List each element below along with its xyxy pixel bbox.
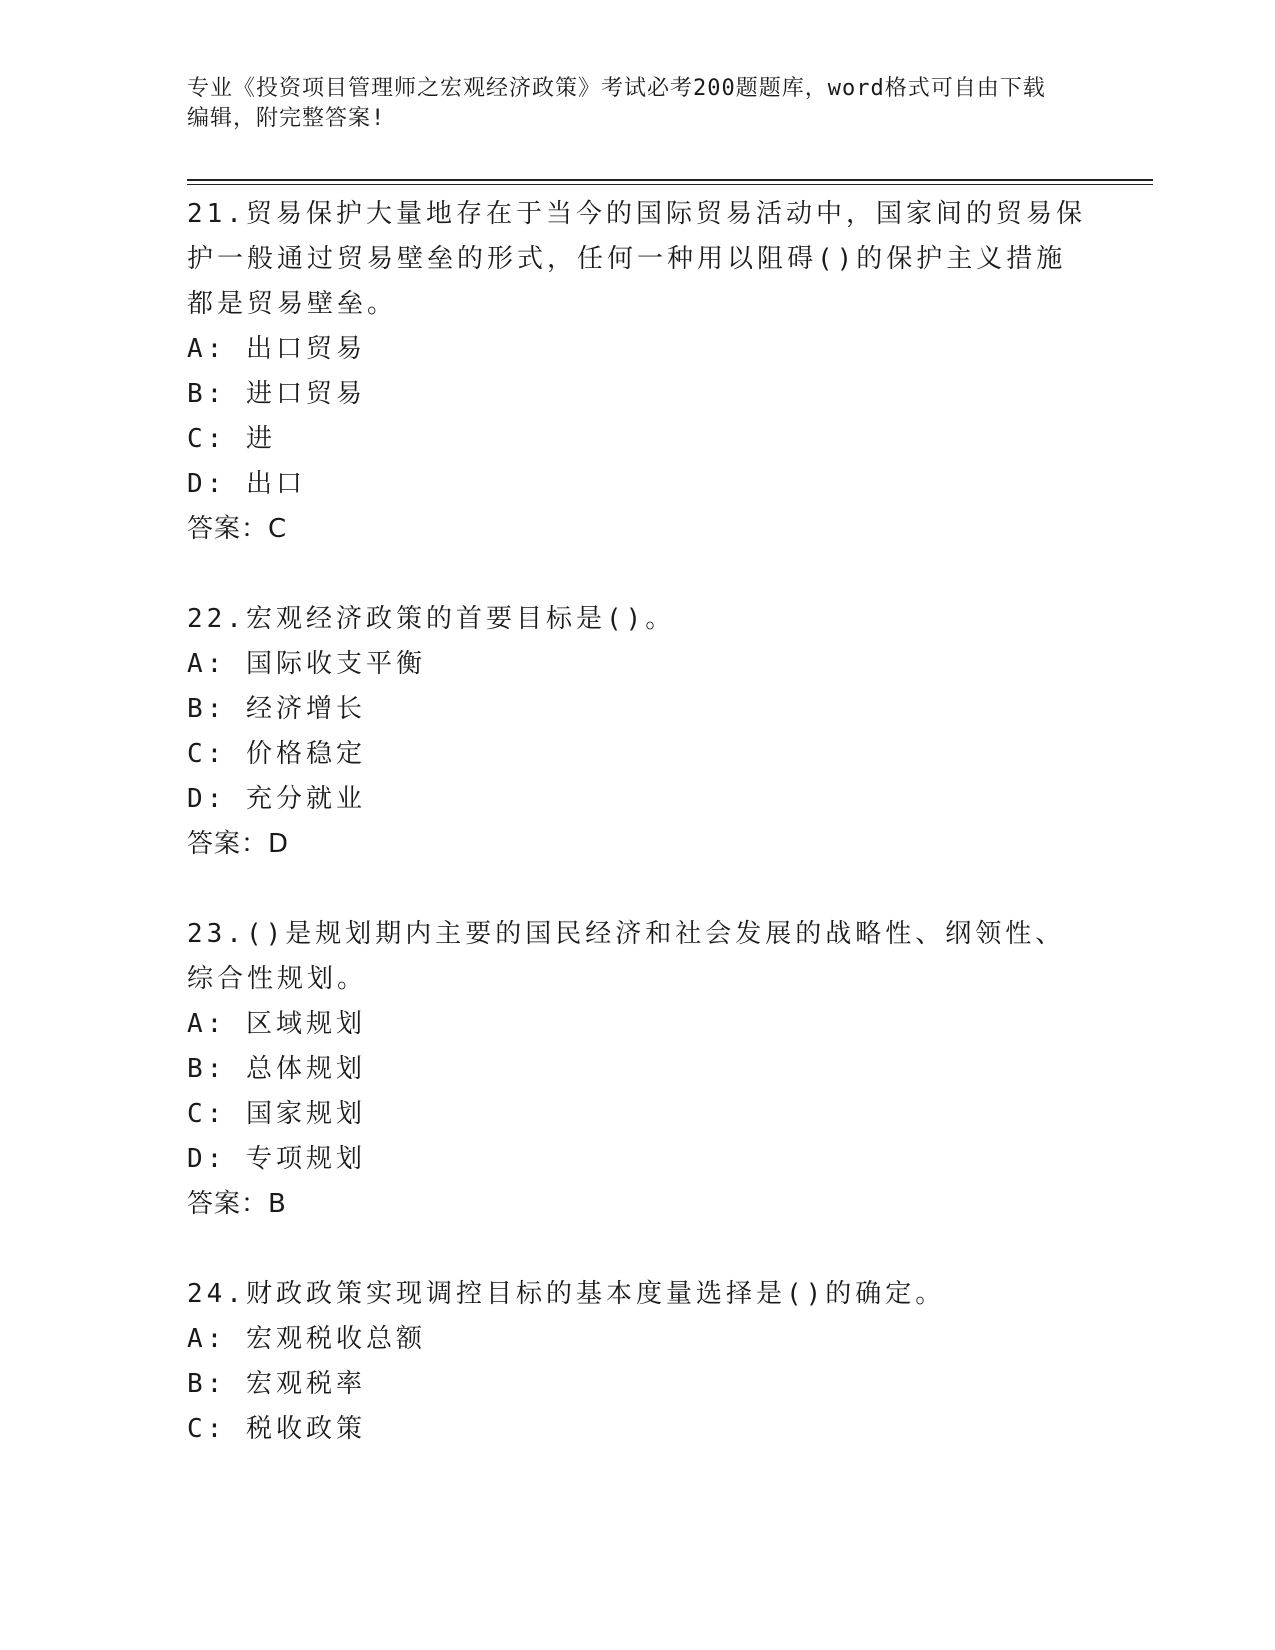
option-a: A: 区域规划 [187,1009,366,1039]
question-24 [187,1272,1087,1452]
option-b: B: 宏观税率 [187,1369,366,1399]
option-c: C: 税收政策 [187,1414,366,1444]
option-a: A: 国际收支平衡 [187,649,426,679]
document-header: 专业《投资项目管理师之宏观经济政策》考试必考200题题库，word格式可自由下载编辑，附完整答案! [187,76,1046,131]
option-c: C: 国家规划 [187,1099,366,1129]
option-d: D: 充分就业 [187,784,366,814]
question-spacer [187,867,1087,912]
answer: 答案：B [187,1189,287,1219]
answer: 答案：C [187,514,288,544]
question-stem: 23.()是规划期内主要的国民经济和社会发展的战略性、纲领性、综合性规划。 [187,919,1066,994]
question-21 [187,192,1087,597]
question-list [187,192,1087,1452]
option-c: C: 价格稳定 [187,739,366,769]
question-spacer [187,1227,1087,1272]
option-b: B: 进口贸易 [187,379,366,409]
option-a: A: 出口贸易 [187,334,366,364]
question-22 [187,597,1087,912]
header-rule-thin [187,184,1153,185]
option-b: B: 总体规划 [187,1054,366,1084]
question-stem: 21.贸易保护大量地存在于当今的国际贸易活动中，国家间的贸易保护一般通过贸易壁垒的形式，任何一种用以阻碍()的保护主义措施都是贸易壁垒。 [187,199,1086,319]
option-a: A: 宏观税收总额 [187,1324,426,1354]
header-rule-thick [187,179,1153,181]
option-b: B: 经济增长 [187,694,366,724]
question-spacer [187,552,1087,597]
answer: 答案：D [187,829,290,859]
question-stem: 22.宏观经济政策的首要目标是()。 [187,604,676,634]
question-stem: 24.财政政策实现调控目标的基本度量选择是()的确定。 [187,1279,946,1309]
option-d: D: 专项规划 [187,1144,366,1174]
question-23 [187,912,1087,1272]
option-c: C: 进 [187,424,276,454]
option-d: D: 出口 [187,469,306,499]
